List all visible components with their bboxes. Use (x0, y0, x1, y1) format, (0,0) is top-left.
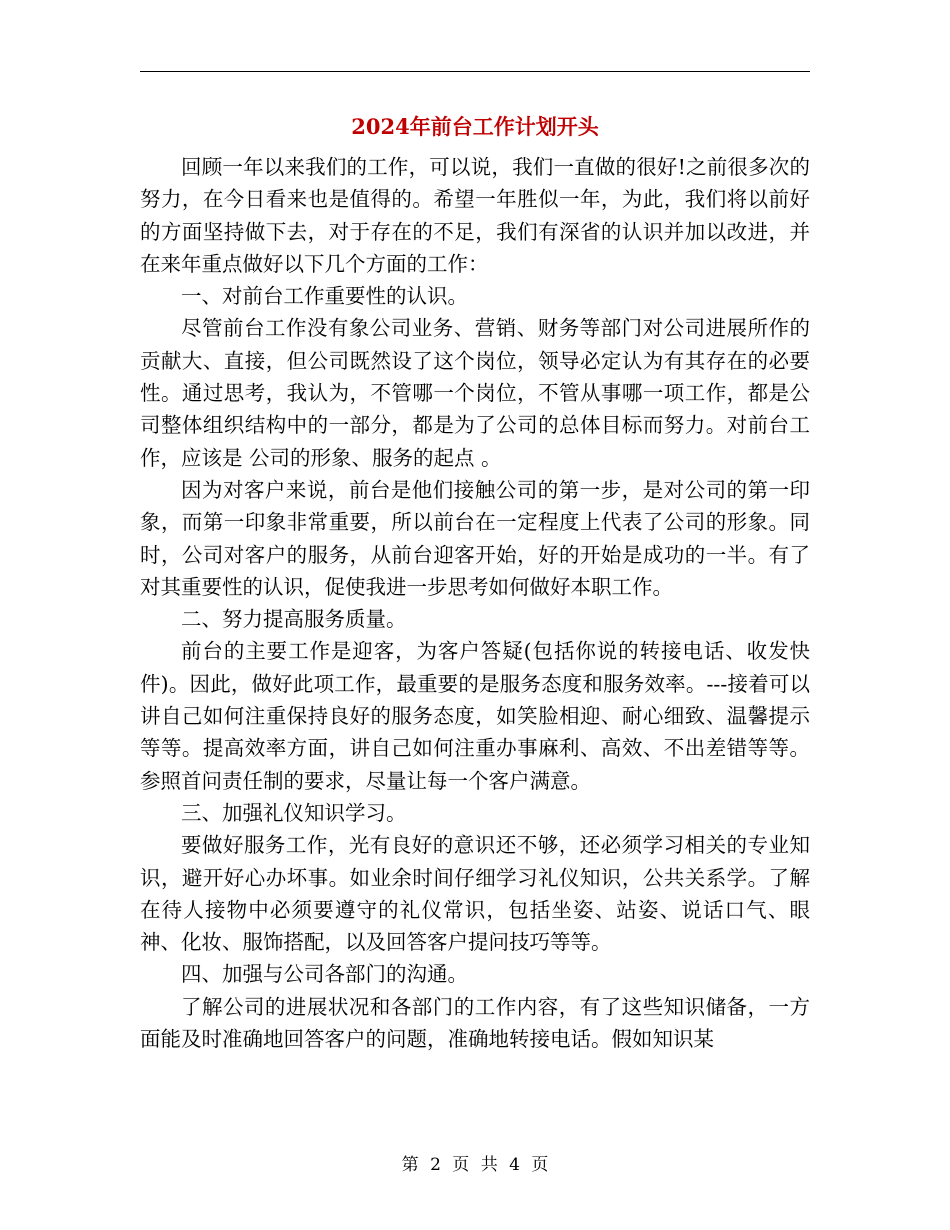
paragraph: 了解公司的进展状况和各部门的工作内容，有了这些知识储备，一方面能及时准确地回答客户的问题，准确地转接电话。假如知识某 (140, 994, 810, 1052)
document-title: 2024年前台工作计划开头 (351, 114, 599, 139)
section-heading-2: 二、努力提高服务质量。 (181, 607, 407, 632)
section-heading-1: 一、对前台工作重要性的认识。 (181, 284, 468, 309)
paragraph: 要做好服务工作，光有良好的意识还不够，还必须学习相关的专业知识，避开好心办坏事。如业余时间仔细学习礼仪知识，公共关系学。了解在待人接物中必须要遵守的礼仪常识，包括坐姿、站姿、说话口气、眼神、化妆、服饰搭配，以及回答客户提问技巧等等。 (140, 833, 810, 955)
header-rule (140, 71, 810, 72)
paragraph: 尽管前台工作没有象公司业务、营销、财务等部门对公司进展所作的贡献大、直接，但公司既然设了这个岗位，领导必定认为有其存在的必要性。通过思考，我认为，不管哪一个岗位，不管从事哪一项工作，都是公司整体组织结构中的一部分，都是为了公司的总体目标而努力。对前台工作，应该是 公司的形象、服务的起点 。 (140, 316, 810, 470)
paragraph: 因为对客户来说，前台是他们接触公司的第一步，是对公司的第一印象，而第一印象非常重要，所以前台在一定程度上代表了公司的形象。同时，公司对客户的服务，从前台迎客开始，好的开始是成功的一半。有了对其重要性的认识，促使我进一步思考如何做好本职工作。 (140, 477, 810, 599)
document-body (140, 151, 810, 1055)
section-heading-3: 三、加强礼仪知识学习。 (181, 800, 407, 825)
section-heading-4: 四、加强与公司各部门的沟通。 (181, 962, 468, 987)
paragraph: 前台的主要工作是迎客，为客户答疑(包括你说的转接电话、收发快件)。因此，做好此项工作，最重要的是服务态度和服务效率。---接着可以讲自己如何注重保持良好的服务态度，如笑脸相迎、耐心细致、温馨提示等等。提高效率方面，讲自己如何注重办事麻利、高效、不出差错等等。参照首问责任制的要求，尽量让每一个客户满意。 (140, 639, 810, 793)
page-number-footer: 第 2 页 共 4 页 (401, 1155, 549, 1175)
paragraph-intro: 回顾一年以来我们的工作，可以说，我们一直做的很好!之前很多次的努力，在今日看来也是值得的。希望一年胜似一年，为此，我们将以前好的方面坚持做下去，对于存在的不足，我们有深省的认识并加以改进，并在来年重点做好以下几个方面的工作： (140, 155, 810, 276)
